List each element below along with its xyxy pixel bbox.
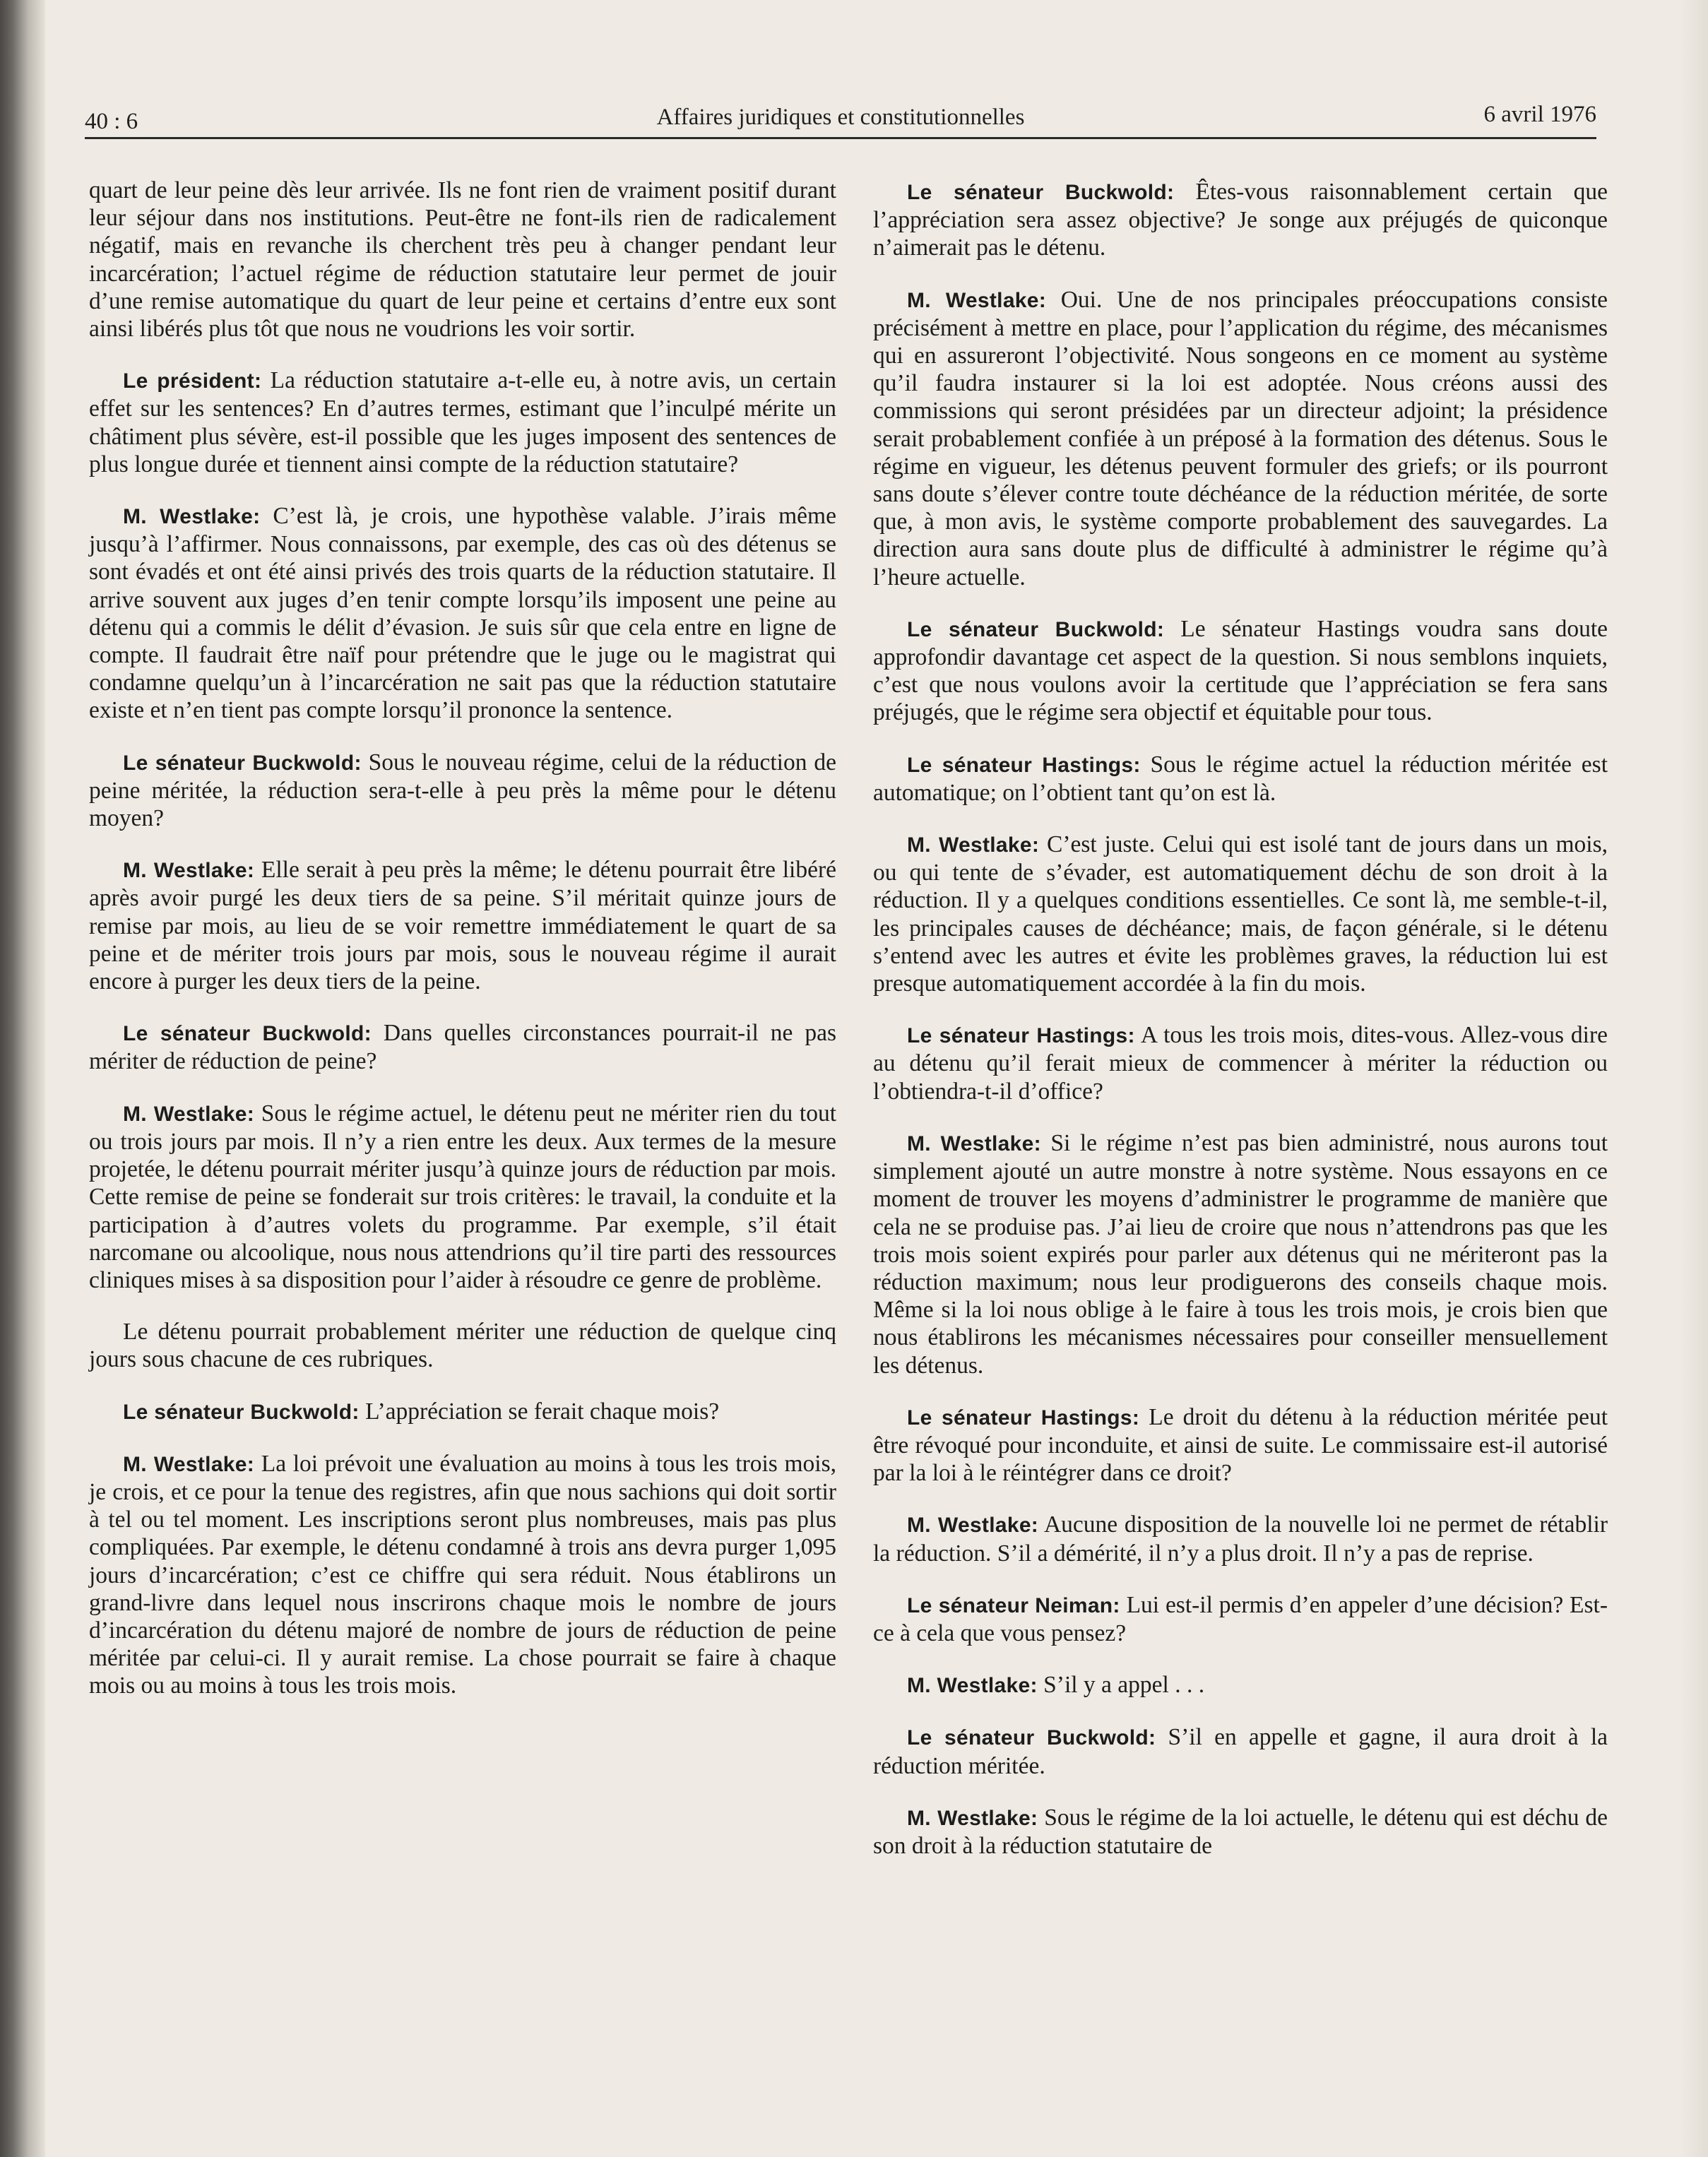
paragraph [873, 286, 1608, 591]
paragraph [89, 1100, 836, 1294]
paragraph [873, 615, 1608, 727]
speaker-name: M. Westlake: [907, 1514, 1039, 1538]
paragraph [89, 1318, 836, 1373]
paragraph [873, 1591, 1608, 1647]
paragraph [873, 1511, 1608, 1567]
header-date: 6 avril 1976 [1483, 102, 1596, 127]
paragraph [89, 856, 836, 995]
paragraph [873, 1671, 1608, 1699]
paragraph [89, 502, 836, 725]
paragraph-text: Lui est-il permis d’en appeler d’une décision? Est-ce à cela que vous pensez? [873, 1591, 1608, 1646]
speaker-name: Le président: [123, 369, 262, 393]
left-column [89, 177, 836, 1724]
speaker-name: Le sénateur Buckwold: [123, 1022, 372, 1046]
speaker-name: M. Westlake: [907, 833, 1040, 857]
paragraph-text: Oui. Une de nos principales préoccupations consiste précisément à mettre en place, pour l’application du régime, des mécanismes qui en assureront l’objectivité. Nous songeons en ce moment au système qu’il faudra instaurer si la loi est adoptée. Nous créons aussi des commissions qui seront présidées par un directeur adjoint; la présidence serait probablement confiée à un préposé à la formation des détenus. Sous le régime en vigueur, les détenus peuvent formuler des griefs; or ils pourront sans doute s’élever contre toute déchéance de la réduction méritée, de sorte que, à mon avis, le système comporte probablement des sauvegardes. La direction aura sans doute plus de difficulté à administrer le régime qu’à l’heure actuelle. [873, 286, 1608, 590]
speaker-name: Le sénateur Buckwold: [907, 181, 1175, 204]
paragraph [873, 1129, 1608, 1379]
speaker-name: M. Westlake: [907, 1674, 1038, 1698]
paragraph-text: Aucune disposition de la nouvelle loi ne permet de rétablir la réduction. S’il a démérité, il n’y a plus droit. Il n’y a pas de reprise. [873, 1511, 1608, 1567]
paragraph [89, 1398, 836, 1426]
paragraph [873, 1723, 1608, 1779]
paragraph [873, 1021, 1608, 1105]
speaker-name: M. Westlake: [907, 1131, 1041, 1155]
speaker-name: M. Westlake: [907, 288, 1047, 312]
speaker-name: M. Westlake: [123, 505, 261, 529]
paragraph-text: Sous le nouveau régime, celui de la réduction de peine méritée, la réduction sera-t-elle à peu près la même pour le détenu moyen? [89, 749, 836, 832]
paragraph [89, 1019, 836, 1075]
running-header [85, 99, 1596, 134]
speaker-name: Le sénateur Buckwold: [123, 1400, 360, 1424]
paragraph [873, 1804, 1608, 1860]
paragraph-text: Le sénateur Hastings voudra sans doute approfondir davantage cet aspect de la question. Si nous semblons inquiets, c’est que nous voulons avoir la certitude que l’appréciation se fera sans préjugés, que le régime sera objectif et équitable pour tous. [873, 615, 1608, 726]
paragraph [89, 367, 836, 478]
page-number: 40 : 6 [85, 109, 138, 134]
speaker-name: Le sénateur Hastings: [907, 1406, 1140, 1430]
paragraph [873, 751, 1608, 807]
page-edge [1680, 0, 1708, 2157]
paragraph-text: A tous les trois mois, dites-vous. Allez-vous dire au détenu qu’il ferait mieux de commencer à mériter la réduction ou l’obtiendra-t-il d’office? [873, 1022, 1608, 1105]
paragraph-text: Le détenu pourrait probablement mériter une réduction de quelque cinq jours sous chacune de ces rubriques. [89, 1319, 836, 1373]
speaker-name: M. Westlake: [123, 859, 255, 883]
speaker-name: M. Westlake: [123, 1102, 255, 1126]
paragraph-text: Sous le régime de la loi actuelle, le détenu qui est déchu de son droit à la réduction statutaire de [873, 1804, 1608, 1859]
paragraph-text: Êtes-vous raisonnablement certain que l’appréciation sera assez objective? Je songe aux préjugés de quiconque n’aimerait pas le détenu. [873, 179, 1608, 261]
speaker-name: Le sénateur Buckwold: [907, 617, 1165, 641]
paragraph [89, 749, 836, 833]
paragraph [873, 831, 1608, 997]
speaker-name: Le sénateur Hastings: [907, 1024, 1135, 1048]
paragraph-text: C’est juste. Celui qui est isolé tant de jours dans un mois, ou qui tente de s’évader, est automatiquement déchu de son droit à la réduction. Il y a quelques conditions essentielles. Ce sont là, me semble-t-il, les principales causes de déchéance; mais, de façon générale, si le détenu s’entend avec les autres et évite les problèmes graves, la réduction lui est presque automatiquement accordée à la fin du mois. [873, 831, 1608, 997]
paragraph-text: Elle serait à peu près la même; le détenu pourrait être libéré après avoir purgé les deux tiers de sa peine. S’il méritait quinze jours de remise par mois, au lieu de se voir remettre immédiatement le quart de sa peine et de mériter trois jours par mois, sous le nouveau régime il aurait encore à purger les deux tiers de la peine. [89, 857, 836, 995]
speaker-name: Le sénateur Neiman: [907, 1593, 1120, 1617]
book-spine-shadow [0, 0, 45, 2157]
paragraph-text: C’est là, je crois, une hypothèse valable. J’irais même jusqu’à l’affirmer. Nous connaissons, par exemple, des cas où des détenus se sont évadés et ont été ainsi privés des trois quarts de la réduction statutaire. Il arrive souvent aux juges d’en tenir compte lorsqu’ils imposent une peine au détenu qui a commis le délit d’évasion. Je suis sûr que cela entre en ligne de compte. Il faudrait être naïf pour prétendre que le juge ou le magistrat qui condamne quelqu’un à l’incarcération ne sait pas que la réduction statutaire existe et n’en tient pas compte lorsqu’il prononce la sentence. [89, 503, 836, 724]
paragraph-text: quart de leur peine dès leur arrivée. Ils ne font rien de vraiment positif durant leur séjour dans nos institutions. Peut-être ne font-ils rien de radicalement négatif, mais en revanche ils cherchent très peu à changer pendant leur incarcération; l’actuel régime de réduction statutaire leur permet de jouir d’une remise automatique du quart de leur peine et certains d’entre eux sont ainsi libérés plus tôt que nous ne voudrions les voir sortir. [89, 177, 836, 343]
paragraph-text: Le droit du détenu à la réduction méritée peut être révoqué pour inconduite, et ainsi de suite. Le commissaire est-il autorisé par la loi à le réintégrer dans ce droit? [873, 1403, 1608, 1487]
paragraph-text: La réduction statutaire a-t-elle eu, à notre avis, un certain effet sur les sentences? En d’autres termes, estimant que l’inculpé mérite un châtiment plus sévère, est-il possible que les juges imposent des sentences de plus longue durée et tiennent ainsi compte de la réduction statutaire? [89, 367, 837, 477]
paragraph [89, 177, 836, 343]
paragraph-text: S’il y a appel . . . [1043, 1672, 1205, 1699]
speaker-name: Le sénateur Hastings: [907, 753, 1141, 777]
speaker-name: M. Westlake: [907, 1806, 1038, 1830]
paragraph-text: Sous le régime actuel, le détenu peut ne mériter rien du tout ou trois jours par mois. Il n’y a rien entre les deux. Aux termes de la mesure projetée, le détenu pourrait mériter jusqu’à quinze jours de réduction par mois. Cette remise de peine se fonderait sur trois critères: le travail, la conduite et la participation à d’autres volets du programme. Par exemple, s’il était narcomane ou alcoolique, nous nous attendrions qu’il tire parti des ressources cliniques mises à sa disposition pour l’aider à résoudre ce genre de problème. [89, 1100, 836, 1293]
paragraph [873, 1403, 1608, 1487]
paragraph [873, 178, 1608, 262]
paragraph-text: Si le régime n’est pas bien administré, nous aurons tout simplement ajouté un autre monstre à notre système. Nous essayons en ce moment de trouver les moyens d’administrer le programme de manière que cela ne se produise pas. J’ai lieu de croire que nous n’attendrons pas que les trois mois soient expirés pour parler aux détenus qui ne mériteront pas la réduction maximum; nous leur prodiguerons des conseils chaque mois. Même si la loi nous oblige à le faire à tous les trois mois, je crois bien que nous établirons les mécanismes nécessaires pour conseiller mensuellement les détenus. [873, 1129, 1608, 1379]
header-rule [85, 137, 1596, 139]
paragraph [89, 1450, 836, 1700]
header-title: Affaires juridiques et constitutionnelles [656, 105, 1025, 130]
speaker-name: Le sénateur Buckwold: [907, 1726, 1156, 1750]
paragraph-text: S’il en appelle et gagne, il aura droit à la réduction méritée. [873, 1724, 1608, 1779]
paragraph-text: L’appréciation se ferait chaque mois? [365, 1398, 720, 1425]
speaker-name: M. Westlake: [123, 1452, 255, 1476]
speaker-name: Le sénateur Buckwold: [123, 751, 362, 775]
paragraph-text: Sous le régime actuel la réduction méritée est automatique; on l’obtient tant qu’on est là. [873, 751, 1608, 806]
paragraph-text: Dans quelles circonstances pourrait-il ne pas mériter de réduction de peine? [89, 1020, 837, 1075]
right-column [873, 178, 1608, 1884]
paragraph-text: La loi prévoit une évaluation au moins à tous les trois mois, je crois, et ce pour la tenue des registres, afin que nous sachions qui doit sortir à tel ou tel moment. Les inscriptions seront plus nombreuses, mais pas plus compliquées. Par exemple, le détenu condamné à trois ans devra purger 1,095 jours d’incarcération; c’est ce chiffre qui sera réduit. Nous établirons un grand-livre dans lequel nous inscrirons chaque mois le nombre de jours d’incarcération du détenu majoré de nombre de jours de réduction de peine méritée par celui-ci. Il y aurait remise. La chose pourrait se faire à chaque mois ou au moins à tous les trois mois. [89, 1450, 837, 1699]
